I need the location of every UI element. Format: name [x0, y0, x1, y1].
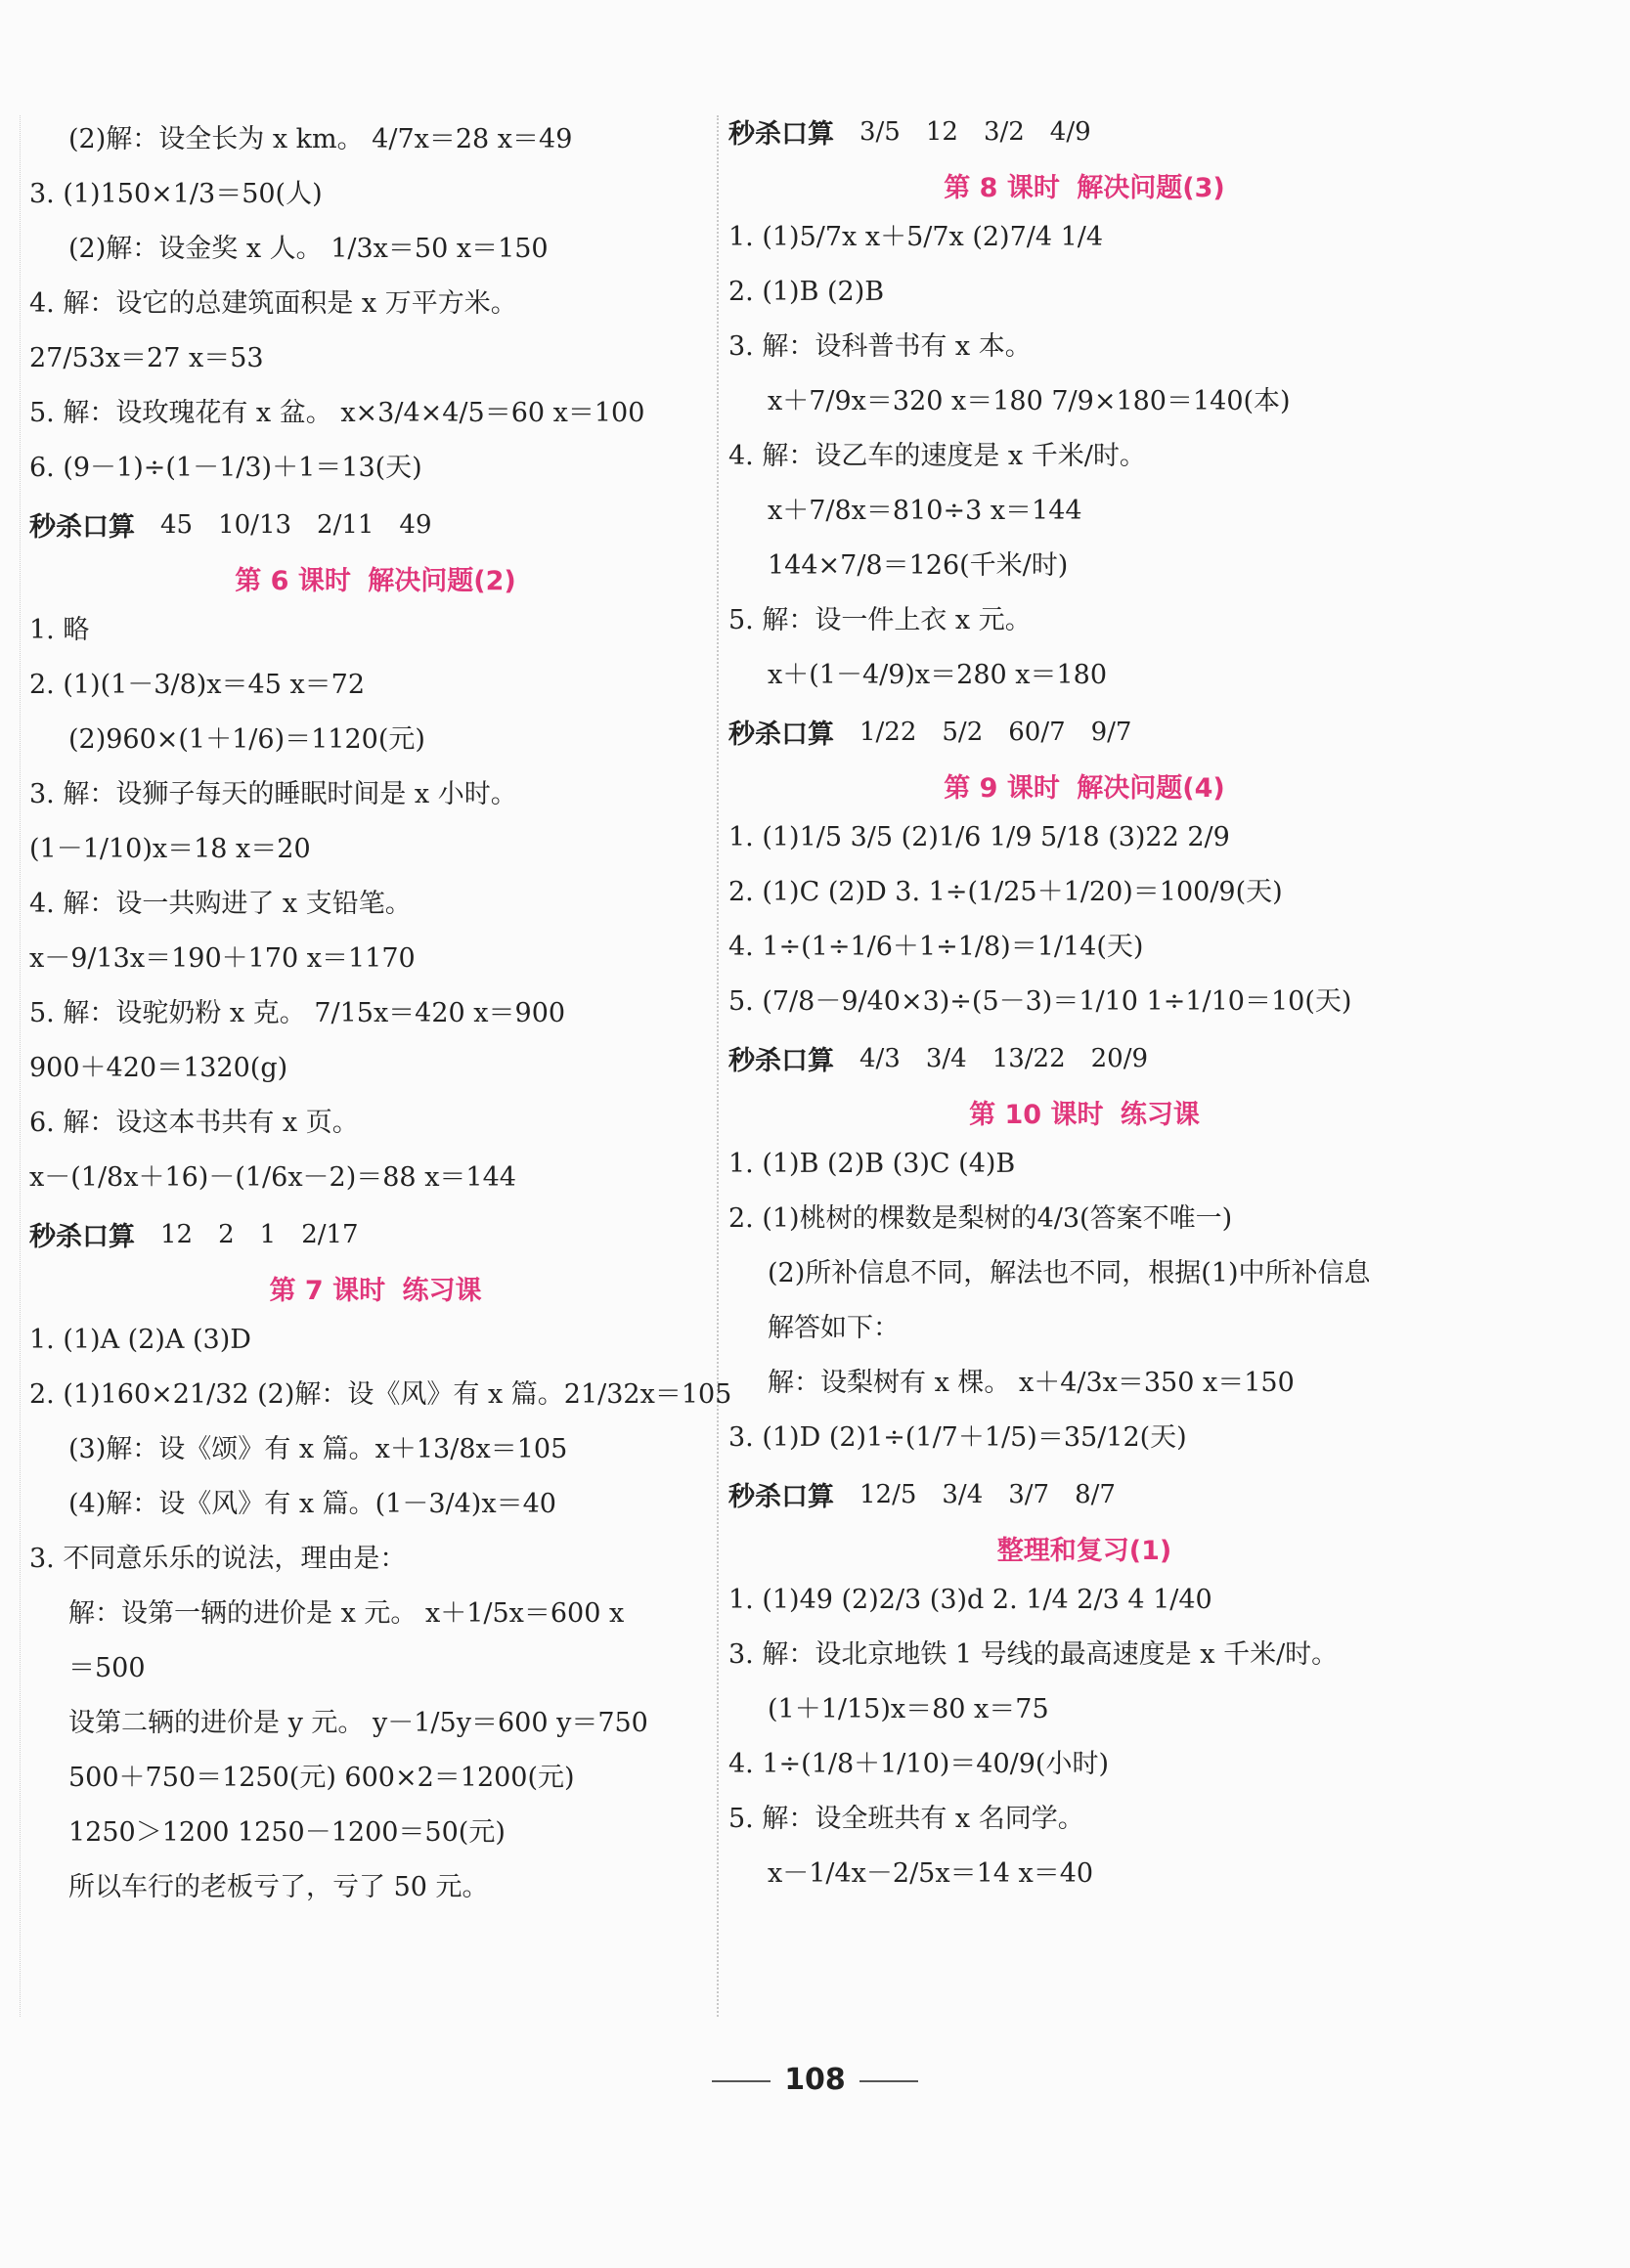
right-block-3	[728, 1137, 1432, 1465]
answer-line: 4. 1÷(1÷1/6＋1÷1/8)＝1/14(天)	[728, 932, 1144, 962]
answer-line: 解答如下：	[768, 1313, 900, 1343]
right-block-4	[728, 1573, 1432, 1901]
quick-calc-label: 秒杀口算	[29, 1222, 135, 1252]
answer-line: 144×7/8＝126(千米/时)	[768, 550, 1069, 581]
quick-calc-answer: 3/4	[942, 1479, 984, 1509]
quick-calc-answer: 20/9	[1090, 1043, 1149, 1073]
answer-line: 3. 不同意乐乐的说法，理由是：	[29, 1544, 407, 1574]
lesson-topic: 练习课	[1120, 1100, 1200, 1130]
quick-calc-answer: 1/22	[859, 717, 917, 747]
answer-line: 3. (1)150×1/3＝50(人)	[29, 179, 323, 209]
answer-line: 2. (1)160×21/32 (2)解：设《风》有 x 篇。21/32x＝105	[29, 1379, 732, 1410]
answer-line: (2)解：设金奖 x 人。 1/3x＝50 x＝150	[68, 234, 549, 264]
page-number: 108	[0, 2063, 1630, 2097]
answer-line: 设第二辆的进价是 y 元。 y－1/5y＝600 y＝750	[68, 1708, 648, 1738]
quick-calc-right-0	[728, 112, 1432, 160]
section-title-lesson-7	[29, 1263, 714, 1313]
quick-calc-answer: 9/7	[1090, 717, 1132, 747]
quick-calc-answer: 12	[160, 1219, 194, 1249]
right-column	[728, 112, 1432, 1901]
answer-line: 2. (1)B (2)B	[728, 277, 885, 307]
answer-line: x＋(1－4/9)x＝280 x＝180	[768, 660, 1108, 690]
answer-line: 2. (1)桃树的棵数是梨树的4/3(答案不唯一)	[728, 1203, 1233, 1234]
answer-line: 解：设第一辆的进价是 x 元。 x＋1/5x＝600 x	[68, 1598, 625, 1629]
answer-line: 4. 解：设它的总建筑面积是 x 万平方米。	[29, 288, 517, 319]
quick-calc-answer: 2/11	[317, 509, 374, 540]
answer-line: (2)解：设全长为 x km。 4/7x＝28 x＝49	[68, 124, 573, 154]
answer-line: 2. (1)(1－3/8)x＝45 x＝72	[29, 670, 366, 700]
answer-line: 1. 略	[29, 615, 90, 645]
column-divider	[717, 115, 719, 2017]
quick-calc-answer: 2/17	[301, 1219, 359, 1249]
answer-line: 500＋750＝1250(元) 600×2＝1200(元)	[68, 1763, 575, 1793]
quick-calc-values	[859, 117, 1117, 147]
lesson-number: 第 10 课时	[969, 1100, 1104, 1130]
left-block-1	[29, 112, 714, 496]
lesson-topic: 练习课	[402, 1276, 482, 1306]
answer-line: x＋7/8x＝810÷3 x＝144	[768, 496, 1082, 526]
answer-line: 1. (1)49 (2)2/3 (3)d 2. 1/4 2/3 4 1/40	[728, 1585, 1212, 1615]
answer-line: 5. 解：设一件上衣 x 元。	[728, 605, 1032, 635]
lesson-topic: 解决问题(2)	[368, 566, 516, 596]
answer-line: x－9/13x＝190＋170 x＝1170	[29, 943, 416, 974]
quick-calc-values	[160, 1220, 384, 1249]
quick-calc-answer: 12/5	[859, 1479, 917, 1509]
answer-line: 4. 解：设乙车的速度是 x 千米/时。	[728, 441, 1146, 471]
lesson-number: 第 8 课时	[944, 173, 1060, 203]
answer-line: (1－1/10)x＝18 x＝20	[29, 834, 311, 864]
quick-calc-answer: 2	[218, 1219, 235, 1249]
quick-calc-answer: 4/9	[1049, 116, 1091, 147]
answer-line: 5. 解：设驼奶粉 x 克。 7/15x＝420 x＝900	[29, 998, 566, 1028]
lesson-topic: 解决问题(3)	[1077, 173, 1225, 203]
quick-calc-left-2	[29, 1205, 714, 1263]
answer-line: 解：设梨树有 x 棵。 x＋4/3x＝350 x＝150	[768, 1368, 1295, 1398]
quick-calc-label: 秒杀口算	[728, 1482, 834, 1512]
answer-line: 3. 解：设科普书有 x 本。	[728, 331, 1032, 362]
answer-line: 1250＞1200 1250－1200＝50(元)	[68, 1817, 506, 1848]
quick-calc-values	[160, 510, 458, 540]
quick-calc-answer: 45	[160, 509, 194, 540]
quick-calc-label: 秒杀口算	[728, 1046, 834, 1076]
answer-line: (3)解：设《颂》有 x 篇。x＋13/8x＝105	[68, 1434, 568, 1464]
right-block-1	[728, 210, 1432, 703]
answer-line: (2)所补信息不同，解法也不同，根据(1)中所补信息	[768, 1258, 1371, 1288]
left-block-3	[29, 1313, 732, 1915]
answer-line: 所以车行的老板亏了，亏了 50 元。	[68, 1872, 489, 1902]
quick-calc-answer: 49	[399, 509, 432, 540]
quick-calc-answer: 5/2	[942, 717, 984, 747]
answer-line: 2. (1)C (2)D 3. 1÷(1/25＋1/20)＝100/9(天)	[728, 877, 1283, 907]
section-title-lesson-6	[29, 553, 714, 603]
quick-calc-right-1	[728, 703, 1432, 761]
left-block-2	[29, 603, 714, 1205]
right-block-2	[728, 810, 1432, 1029]
quick-calc-right-3	[728, 1465, 1432, 1523]
answer-line: (2)960×(1＋1/6)＝1120(元)	[68, 724, 425, 755]
quick-calc-left-1	[29, 496, 714, 553]
section-title-lesson-8	[728, 160, 1432, 210]
quick-calc-answer: 3/4	[925, 1043, 967, 1073]
section-title-lesson-9	[728, 761, 1432, 810]
quick-calc-answer: 13/22	[991, 1043, 1066, 1073]
lesson-number: 第 6 课时	[235, 566, 351, 596]
answer-line: 1. (1)B (2)B (3)C (4)B	[728, 1149, 1016, 1179]
quick-calc-label: 秒杀口算	[29, 512, 135, 543]
quick-calc-answer: 12	[925, 116, 958, 147]
answer-line: 6. 解：设这本书共有 x 页。	[29, 1108, 359, 1138]
lesson-topic: 解决问题(4)	[1077, 773, 1225, 804]
answer-line: x－1/4x－2/5x＝14 x＝40	[768, 1858, 1094, 1889]
answer-line: 4. 1÷(1/8＋1/10)＝40/9(小时)	[728, 1749, 1109, 1779]
answer-line: 1. (1)A (2)A (3)D	[29, 1325, 251, 1355]
answer-line: 1. (1)1/5 3/5 (2)1/6 1/9 5/18 (3)22 2/9	[728, 822, 1230, 852]
quick-calc-answer: 3/7	[1008, 1479, 1050, 1509]
answer-line: 3. 解：设狮子每天的睡眠时间是 x 小时。	[29, 779, 517, 809]
answer-line: 1. (1)5/7x x＋5/7x (2)7/4 1/4	[728, 222, 1104, 252]
quick-calc-answer: 10/13	[218, 509, 292, 540]
answer-line: (4)解：设《风》有 x 篇。(1－3/4)x＝40	[68, 1489, 556, 1519]
answer-line: 5. 解：设全班共有 x 名同学。	[728, 1804, 1084, 1834]
quick-calc-answer: 3/5	[859, 116, 901, 147]
left-column	[29, 112, 732, 1915]
answer-line: x－(1/8x＋16)－(1/6x－2)＝88 x＝144	[29, 1162, 516, 1193]
left-edge-dots	[20, 115, 21, 2017]
quick-calc-answer: 1	[259, 1219, 277, 1249]
quick-calc-values	[859, 1044, 1173, 1073]
answer-line: 5. (7/8－9/40×3)÷(5－3)＝1/10 1÷1/10＝10(天)	[728, 986, 1352, 1017]
quick-calc-answer: 3/2	[983, 116, 1025, 147]
lesson-number: 第 7 课时	[269, 1276, 386, 1306]
answer-line: 900＋420＝1320(g)	[29, 1053, 288, 1083]
answer-line: ＝500	[68, 1653, 146, 1683]
section-title-lesson-10	[728, 1087, 1432, 1137]
quick-calc-answer: 8/7	[1075, 1479, 1116, 1509]
lesson-number: 第 9 课时	[944, 773, 1060, 804]
answer-line: 3. (1)D (2)1÷(1/7＋1/5)＝35/12(天)	[728, 1422, 1187, 1453]
answer-line: x＋7/9x＝320 x＝180 7/9×180＝140(本)	[768, 386, 1291, 416]
quick-calc-values	[859, 718, 1157, 747]
quick-calc-label: 秒杀口算	[728, 720, 834, 750]
quick-calc-answer: 60/7	[1008, 717, 1066, 747]
section-title-review	[728, 1523, 1432, 1573]
answer-line: 5. 解：设玫瑰花有 x 盆。 x×3/4×4/5＝60 x＝100	[29, 398, 645, 428]
answer-line: 3. 解：设北京地铁 1 号线的最高速度是 x 千米/时。	[728, 1639, 1339, 1670]
quick-calc-right-2	[728, 1029, 1432, 1087]
quick-calc-values	[859, 1480, 1141, 1509]
review-topic: 整理和复习(1)	[996, 1536, 1172, 1566]
answer-line: (1＋1/15)x＝80 x＝75	[768, 1694, 1049, 1724]
answer-line: 27/53x＝27 x＝53	[29, 343, 264, 373]
answer-line: 6. (9－1)÷(1－1/3)＋1＝13(天)	[29, 453, 422, 483]
answer-line: 4. 解：设一共购进了 x 支铅笔。	[29, 889, 412, 919]
quick-calc-label: 秒杀口算	[728, 119, 834, 150]
quick-calc-answer: 4/3	[859, 1043, 901, 1073]
